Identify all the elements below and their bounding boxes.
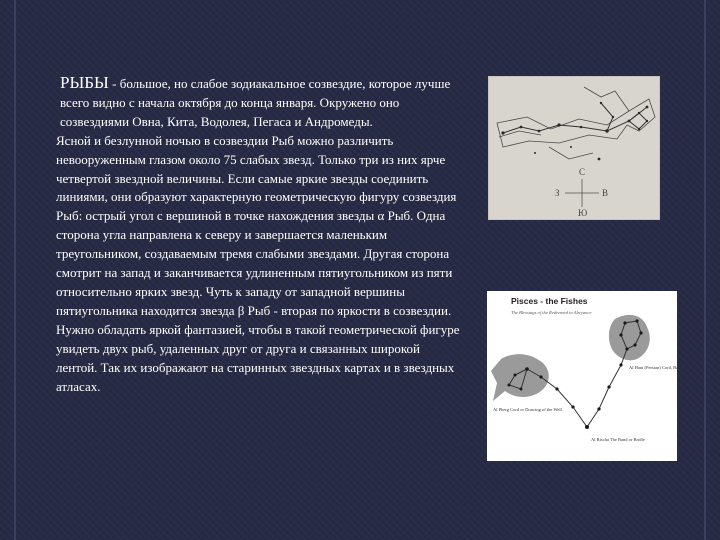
compass-south-label: Ю <box>578 208 588 218</box>
slide-title: РЫБЫ <box>60 73 109 92</box>
compass-north-label: С <box>579 167 586 177</box>
pisces-fishes-svg <box>487 291 683 461</box>
right-slide-bracket <box>704 0 706 540</box>
constellation-stars <box>501 102 648 161</box>
north-fish-label: Al Haut (Persian) Cord, Band <box>629 365 683 370</box>
compass-west-label: З <box>555 188 560 198</box>
description-paragraph: Ясной и безлунной ночью в созвездии Рыб можно различить невооруженным глазом около 75 слабых звезд. Только три из них ярче четвертой звездной величины. Если самые яркие звезды соединить линиями, они образуют характерную геометрическую фигуру созвездия Рыб: острый угол с вершиной в точке нахождения звезды α Рыб. Одна сторона угла направлена к северу и завершается маленьким треугольником, создаваемым тремя слабыми звездами. Другая сторона смотрит на запад и заканчивается удлиненным пятиугольником из пяти относительно ярких звезд. Чуть к западу от западной вершины пятиугольника находится звезда β Рыб - вторая по яркости в созвездии. Нужно обладать яркой фантазией, чтобы в такой геометрической фигуре увидеть двух рыб, удаленных друг от друга и связанных широкой лентой. Так их изображают на старинных звездных картах и в звездных атласах. <box>56 132 460 394</box>
figure-title: Pisces - the Fishes <box>511 296 588 306</box>
constellation-lines <box>503 103 647 133</box>
pisces-fishes-figure <box>487 291 683 461</box>
north-fish-shape <box>609 315 650 360</box>
compass-east-label: В <box>602 188 609 198</box>
intro-text: - большое, но слабое зодиакальное созвездие, которое лучше всего видно с начала октября до конца января. Окружено оно созвездиями Овна, Кита, Водолея, Пегаса и Андромеды. <box>60 76 451 129</box>
west-fish-label: Al Pherg Cord or Drawing of the Well <box>493 407 562 412</box>
compass-rose <box>565 179 599 207</box>
slide-body <box>46 74 464 396</box>
knot-star-label: Al Rischa The Band or Bridle <box>591 437 645 442</box>
constellation-map-svg <box>489 77 659 219</box>
left-slide-bracket <box>14 0 16 540</box>
intro-paragraph <box>46 74 464 132</box>
figure-subtitle: The Blessings of the Redeemed in Abeyance <box>511 310 592 315</box>
constellation-map-figure <box>488 76 660 220</box>
